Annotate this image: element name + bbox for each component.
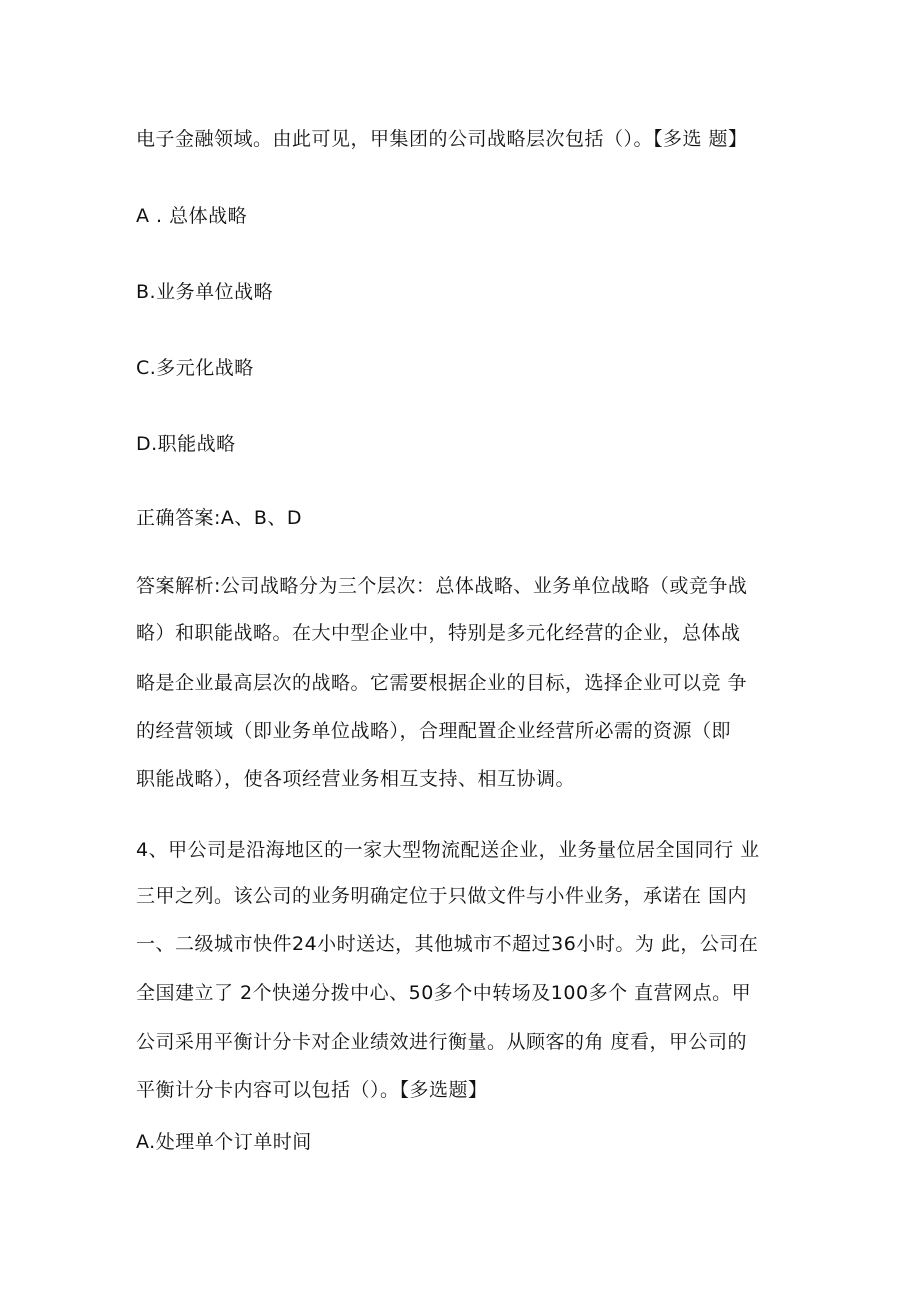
question-3-stem-tail: 电子金融领域。由此可见，甲集团的公司战略层次包括（）。【多选 题】 xyxy=(136,128,748,150)
question-4-option-a: A.处理单个订单时间 xyxy=(136,1131,312,1153)
question-4-stem-line: 全国建立了 2个快递分拨中心、50多个中转场及100多个 直营网点。甲 xyxy=(136,982,752,1004)
question-3-option-c: C.多元化战略 xyxy=(136,357,254,379)
question-4-stem-line: 三甲之列。该公司的业务明确定位于只做文件与小件业务，承诺在 国内 xyxy=(136,885,748,907)
question-4-stem-line: 一、二级城市快件24小时送达，其他城市不超过36小时。为 此，公司在 xyxy=(136,933,759,955)
question-3-explanation-line: 答案解析:公司战略分为三个层次：总体战略、业务单位战略（或竞争战 xyxy=(136,575,748,597)
question-3-explanation-line: 的经营领域（即业务单位战略），合理配置企业经营所必需的资源（即 xyxy=(136,720,732,742)
question-4-stem-line: 平衡计分卡内容可以包括（）。【多选题】 xyxy=(136,1079,488,1101)
question-3-answer: 正确答案:A、B、D xyxy=(136,507,303,529)
question-4-stem-line: 4、甲公司是沿海地区的一家大型物流配送企业，业务量位居全国同行 业 xyxy=(136,839,760,861)
question-4-stem-line: 公司采用平衡计分卡对企业绩效进行衡量。从顾客的角 度看，甲公司的 xyxy=(136,1031,748,1053)
question-3-option-b: B.业务单位战略 xyxy=(136,281,274,303)
question-3-explanation-line: 职能战略），使各项经营业务相互支持、相互协调。 xyxy=(136,768,576,790)
question-3-explanation-line: 略是企业最高层次的战略。它需要根据企业的目标，选择企业可以竞 争 xyxy=(136,672,748,694)
question-3-option-d: D.职能战略 xyxy=(136,433,236,455)
question-3-option-a: A . 总体战略 xyxy=(136,205,248,227)
question-3-explanation-line: 略）和职能战略。在大中型企业中，特别是多元化经营的企业，总体战 xyxy=(136,622,741,644)
